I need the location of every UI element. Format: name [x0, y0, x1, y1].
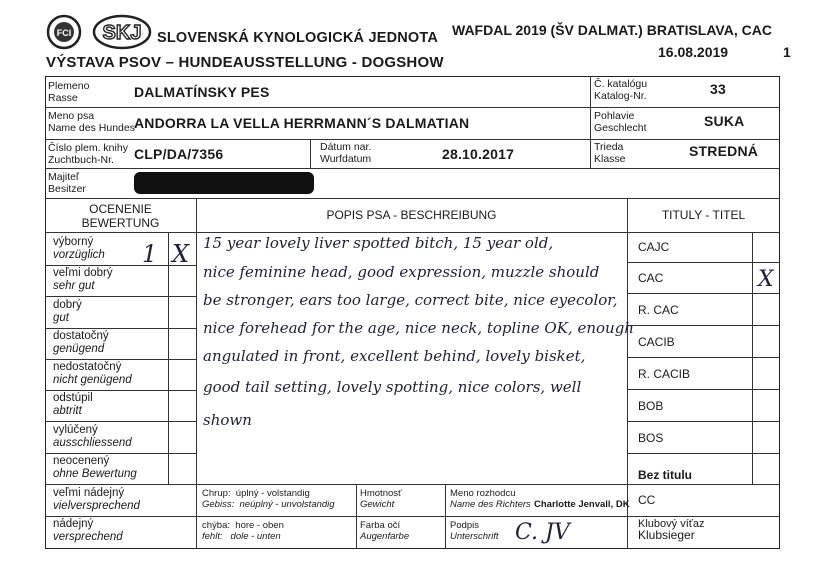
- judge-name: Charlotte Jenvall, DK: [534, 499, 630, 510]
- breed-label: Plemeno Rasse: [48, 80, 90, 104]
- col-line: [627, 198, 628, 549]
- description-line: be stronger, ears too large, correct bite, nice eyecolor,: [203, 291, 618, 309]
- title-item: Bez titulu: [638, 468, 692, 482]
- skj-logo: [92, 14, 152, 50]
- dob-value: 28.10.2017: [442, 146, 515, 162]
- grade-de: abtritt: [53, 404, 82, 417]
- title-item: R. CAC: [638, 303, 679, 317]
- row-line: [45, 139, 780, 140]
- grade-mark-number: 1: [142, 240, 158, 268]
- grade-sk: dostatočný: [53, 330, 109, 342]
- description-line: shown: [203, 411, 252, 429]
- grade-de: versprechend: [53, 530, 123, 543]
- title-line: [627, 421, 780, 422]
- grade-item: [53, 267, 113, 292]
- class-value: STREDNÁ: [689, 143, 759, 159]
- grade-sk: výborný: [53, 236, 94, 248]
- grade-line: [45, 359, 196, 360]
- grade-sk: odstúpil: [53, 392, 93, 404]
- grade-item: [53, 330, 109, 355]
- grade-item: [53, 424, 132, 449]
- catalog-label: Č. katalógu Katalog-Nr.: [594, 78, 648, 102]
- grade-item: [53, 487, 140, 512]
- footer-col: [356, 484, 357, 549]
- description-line: nice feminine head, good expression, muzzle should: [203, 263, 600, 281]
- event-date: 16.08.2019: [658, 44, 729, 60]
- description-line: good tail setting, lovely spotting, nice colors, well: [203, 378, 582, 396]
- col-line: [196, 198, 197, 549]
- title-item: BOS: [638, 431, 664, 445]
- row-line: [45, 168, 780, 169]
- footer-line: [196, 484, 627, 485]
- fci-logo-text: FCI: [56, 28, 72, 38]
- missing-teeth-label: chýba: hore - oben fehlt: dole - unten: [202, 520, 284, 542]
- grade-line: [45, 390, 196, 391]
- grade-header: OCENENIE BEWERTUNG: [81, 202, 160, 230]
- grade-item: [53, 299, 82, 324]
- grade-de: sehr gut: [53, 279, 95, 292]
- col-line: [310, 139, 311, 168]
- title-item: R. CACIB: [638, 367, 691, 381]
- grade-de: vielversprechend: [53, 499, 140, 512]
- grade-item: [53, 361, 132, 386]
- grade-line: [45, 453, 196, 454]
- description-line: nice forehead for the age, nice neck, topline OK, enough: [203, 319, 634, 337]
- grade-de: nicht genügend: [53, 373, 132, 386]
- skj-logo-text: SKJ: [102, 22, 142, 44]
- judge-signature: C. JV: [515, 520, 570, 545]
- dogname-label: Meno psa Name des Hundes: [48, 110, 135, 134]
- owner-redaction: [134, 172, 314, 194]
- title-item: CAJC: [638, 240, 670, 254]
- owner-label: Majiteľ Besitzer: [48, 171, 86, 195]
- grade-sk: vylúčený: [53, 424, 98, 436]
- grade-item: [53, 392, 93, 417]
- studbook-label: Číslo plem. knihy Zuchtbuch-Nr.: [48, 142, 128, 166]
- title-item: CC: [638, 493, 656, 507]
- teeth-label: Chrup: úplný - volstandig Gebiss: neúplný - unvolstandig: [202, 488, 335, 510]
- judge-label: Meno rozhodcu Name des Richters: [450, 488, 531, 510]
- grade-sk: nádejný: [53, 518, 94, 530]
- breed-value: DALMATÍNSKY PES: [134, 84, 270, 100]
- title-item: CACIB: [638, 335, 675, 349]
- col-line: [752, 232, 753, 484]
- grade-line: [45, 516, 196, 517]
- grade-de: ohne Bewertung: [53, 467, 137, 480]
- grade-item: [53, 518, 123, 543]
- title-line: [627, 325, 780, 326]
- grade-de: ausschliessend: [53, 436, 132, 449]
- title-line: [627, 293, 780, 294]
- grade-item: [53, 455, 137, 480]
- description-header: POPIS PSA - BESCHREIBUNG: [326, 208, 497, 222]
- page-number: 1: [783, 44, 791, 60]
- title-line: [627, 357, 780, 358]
- grade-item: [53, 236, 105, 261]
- weight-label: Hmotnosť Gewicht: [360, 488, 402, 510]
- grade-sk: veľmi nádejný: [53, 487, 125, 499]
- eye-color-label: Farba očí Augenfarbe: [360, 520, 410, 542]
- grade-de: vorzüglich: [53, 248, 105, 261]
- dob-label: Dátum nar. Wurfdatum: [320, 141, 372, 165]
- grade-de: genügend: [53, 342, 105, 355]
- title-line: [627, 516, 780, 517]
- title-item: CAC: [638, 271, 664, 285]
- show-name: VÝSTAVA PSOV – HUNDEAUSSTELLUNG - DOGSHOW: [46, 54, 444, 71]
- title-line: [627, 262, 780, 263]
- event-name: WAFDAL 2019 (ŠV DALMAT.) BRATISLAVA, CAC: [452, 22, 772, 38]
- club-winner: Klubový víťaz Klubsieger: [638, 518, 705, 542]
- title-mark: X: [758, 267, 774, 292]
- org-name: SLOVENSKÁ KYNOLOGICKÁ JEDNOTA: [157, 30, 439, 46]
- grade-line: [45, 296, 196, 297]
- description-line: angulated in front, excellent behind, lovely bisket,: [203, 347, 586, 365]
- row-line: [45, 107, 780, 108]
- studbook-value: CLP/DA/7356: [134, 146, 224, 162]
- catalog-value: 33: [710, 81, 726, 97]
- title-line: [627, 484, 780, 485]
- class-label: Trieda Klasse: [594, 141, 626, 165]
- sex-value: SUKA: [704, 113, 745, 129]
- grade-sk: dobrý: [53, 299, 82, 311]
- titles-header: TITULY - TITEL: [661, 208, 746, 222]
- title-item: BOB: [638, 399, 664, 413]
- grade-sk: nedostatočný: [53, 361, 122, 373]
- title-line: [627, 389, 780, 390]
- col-line: [168, 232, 169, 484]
- grade-line: [45, 484, 196, 485]
- title-line: [627, 453, 780, 454]
- row-line: [45, 232, 780, 233]
- row-line: [45, 198, 780, 199]
- grade-de: gut: [53, 311, 69, 324]
- grade-line: [45, 421, 196, 422]
- grade-mark-cross: X: [172, 240, 190, 268]
- grade-sk: veľmi dobrý: [53, 267, 113, 279]
- signature-label: Podpis Unterschrift: [450, 520, 499, 542]
- footer-line: [196, 516, 627, 517]
- footer-col: [445, 484, 446, 549]
- grade-sk: neocenený: [53, 455, 110, 467]
- col-line: [590, 76, 591, 168]
- sex-label: Pohlavie Geschlecht: [594, 110, 647, 134]
- description-line: 15 year lovely liver spotted bitch, 15 year old,: [203, 234, 554, 252]
- dogname-value: ANDORRA LA VELLA HERRMANN´S DALMATIAN: [134, 115, 470, 131]
- fci-logo: [46, 14, 82, 50]
- grade-line: [45, 328, 196, 329]
